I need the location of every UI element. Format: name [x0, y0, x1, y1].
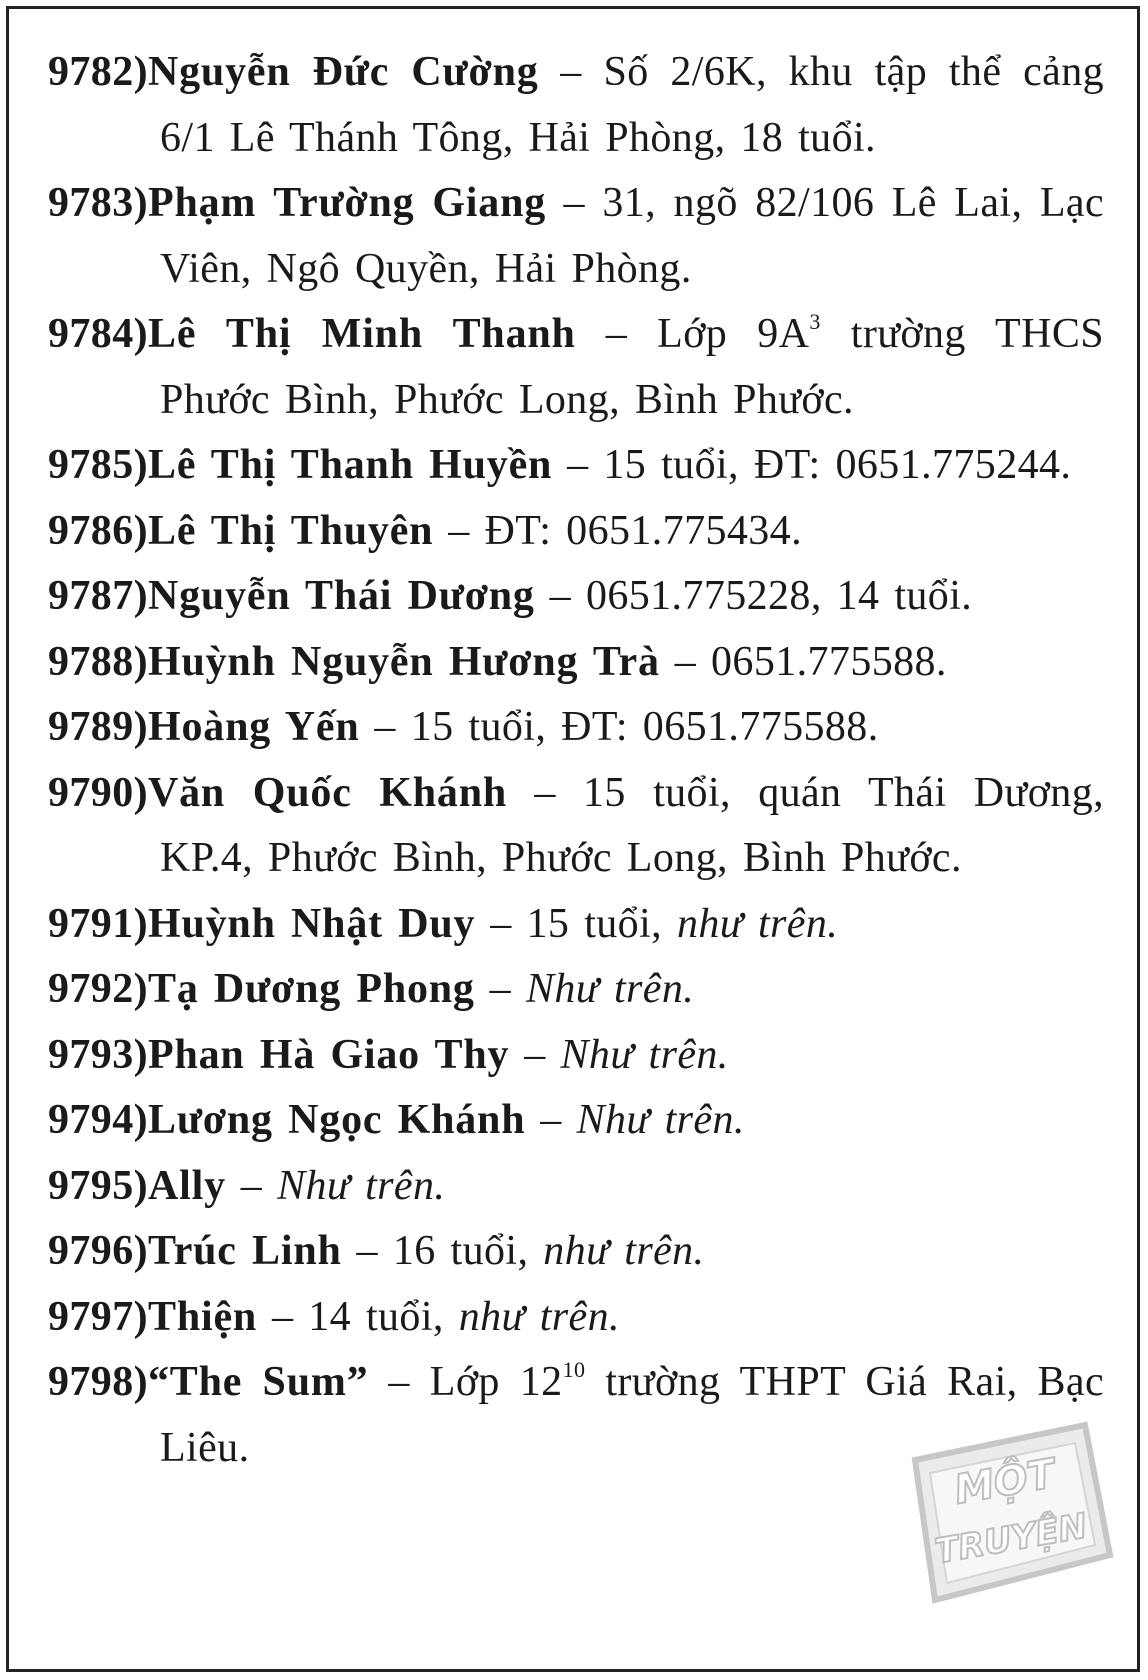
entry-text: Số 2/6K, khu tập thể cảng 6/1 Lê Thánh Tông, Hải Phòng, 18 tuổi.	[160, 49, 1104, 161]
entry-text: ĐT: 0651.775434.	[484, 507, 802, 554]
entry-separator: –	[433, 507, 485, 554]
entry-name: Lê Thị Minh Thanh	[148, 311, 576, 357]
entry-separator: –	[257, 1293, 309, 1340]
entry-name: Văn Quốc Khánh	[148, 769, 508, 816]
list-item	[48, 302, 1104, 433]
entry-text: 15 tuổi, ĐT: 0651.775588.	[410, 704, 879, 750]
entry-name: Thiện	[148, 1293, 258, 1340]
entry-separator: –	[546, 180, 603, 226]
list-item	[48, 1023, 1104, 1089]
list-item	[48, 630, 1104, 696]
entry-number: 9786)	[48, 507, 148, 554]
list-item	[48, 40, 1104, 171]
entry-text-continued: trường THCS Phước Bình, Phước Long, Bình Phước.	[160, 311, 1104, 423]
entry-separator: –	[534, 573, 586, 619]
list-item	[48, 892, 1104, 958]
entry-number: 9790)	[48, 769, 148, 816]
entry-number: 9785)	[48, 442, 148, 488]
entry-name: Nguyễn Đức Cường	[148, 49, 539, 95]
entry-text: 15 tuổi, quán Thái Dương, KP.4, Phước Bình, Phước Long, Bình Phước.	[160, 769, 1104, 881]
entry-name: Huỳnh Nguyễn Hương Trà	[148, 638, 660, 685]
entry-italic-note: Như trên.	[576, 1097, 745, 1143]
watermark-stamp-icon	[895, 1415, 1120, 1615]
entry-number: 9793)	[48, 1031, 148, 1078]
entry-text: 0651.775588.	[711, 638, 947, 685]
entry-text: 31, ngõ 82/106 Lê Lai, Lạc Viên, Ngô Quyền, Hải Phòng.	[160, 180, 1104, 292]
list-item	[48, 1219, 1104, 1285]
entry-separator: –	[575, 311, 658, 357]
entry-number: 9795)	[48, 1162, 148, 1209]
entry-text-continued: trường THPT Giá Rai, Bạc Liêu.	[160, 1359, 1104, 1471]
entry-name: Lê Thị Thanh Huyền	[148, 442, 553, 488]
entry-italic-note: như trên.	[458, 1293, 620, 1340]
list-item	[48, 695, 1104, 761]
entry-separator: –	[509, 1031, 561, 1078]
entry-separator: –	[225, 1162, 278, 1209]
entry-separator: –	[341, 1228, 393, 1274]
entry-number: 9791)	[48, 900, 148, 947]
entry-name: Ally	[148, 1162, 226, 1209]
entry-separator: –	[525, 1097, 577, 1143]
entry-number: 9787)	[48, 573, 148, 619]
entry-italic-note: Như trên.	[277, 1162, 446, 1209]
entry-text: Lớp 12	[429, 1359, 563, 1405]
entry-name: Lê Thị Thuyên	[148, 507, 434, 554]
list-item	[48, 957, 1104, 1023]
entry-name: Phạm Trường Giang	[148, 180, 547, 226]
entry-separator: –	[538, 49, 604, 95]
list-item	[48, 171, 1104, 302]
entry-name: Lương Ngọc Khánh	[148, 1097, 526, 1143]
list-item	[48, 433, 1104, 499]
list-item	[48, 761, 1104, 892]
svg-text:MỘT: MỘT	[950, 1450, 1059, 1514]
entry-superscript: 3	[809, 309, 821, 334]
entry-separator: –	[359, 704, 411, 750]
entry-name: Nguyễn Thái Dương	[148, 573, 535, 619]
entry-number: 9792)	[48, 966, 148, 1012]
entry-separator: –	[475, 900, 527, 947]
list-item	[48, 499, 1104, 565]
entry-text: 14 tuổi,	[308, 1293, 459, 1340]
entry-number: 9797)	[48, 1293, 148, 1340]
entry-superscript: 10	[562, 1357, 586, 1382]
entry-name: “The Sum”	[148, 1359, 369, 1405]
entry-number: 9784)	[48, 311, 148, 357]
entry-separator: –	[368, 1359, 430, 1405]
entry-separator: –	[659, 638, 712, 685]
entry-number: 9783)	[48, 180, 148, 226]
entry-italic-note: Như trên.	[560, 1031, 729, 1078]
entry-text: 0651.775228, 14 tuổi.	[585, 573, 973, 619]
entry-number: 9789)	[48, 704, 148, 750]
entry-separator: –	[474, 966, 526, 1012]
entry-list	[48, 40, 1104, 1481]
entry-number: 9788)	[48, 638, 148, 685]
entry-text: Lớp 9A	[657, 311, 810, 357]
svg-text:TRUYỆN: TRUYỆN	[932, 1506, 1091, 1573]
entry-italic-note: như trên.	[676, 900, 839, 947]
list-item	[48, 1285, 1104, 1351]
entry-name: Trúc Linh	[148, 1228, 342, 1274]
entry-name: Huỳnh Nhật Duy	[148, 900, 476, 947]
list-item	[48, 1154, 1104, 1220]
entry-name: Hoàng Yến	[148, 704, 360, 750]
entry-number: 9794)	[48, 1097, 148, 1143]
list-item	[48, 564, 1104, 630]
entry-number: 9782)	[48, 49, 148, 95]
entry-text: 15 tuổi, ĐT: 0651.775244.	[603, 442, 1072, 488]
entry-name: Tạ Dương Phong	[148, 966, 475, 1012]
entry-text: 15 tuổi,	[526, 900, 677, 947]
entry-text: 16 tuổi,	[392, 1228, 544, 1274]
entry-italic-note: như trên.	[543, 1228, 705, 1274]
entry-separator: –	[507, 769, 584, 816]
entry-italic-note: Như trên.	[525, 966, 695, 1012]
entry-number: 9798)	[48, 1359, 148, 1405]
entry-name: Phan Hà Giao Thy	[148, 1031, 510, 1078]
entry-separator: –	[552, 442, 604, 488]
entry-number: 9796)	[48, 1228, 148, 1274]
list-item	[48, 1088, 1104, 1154]
